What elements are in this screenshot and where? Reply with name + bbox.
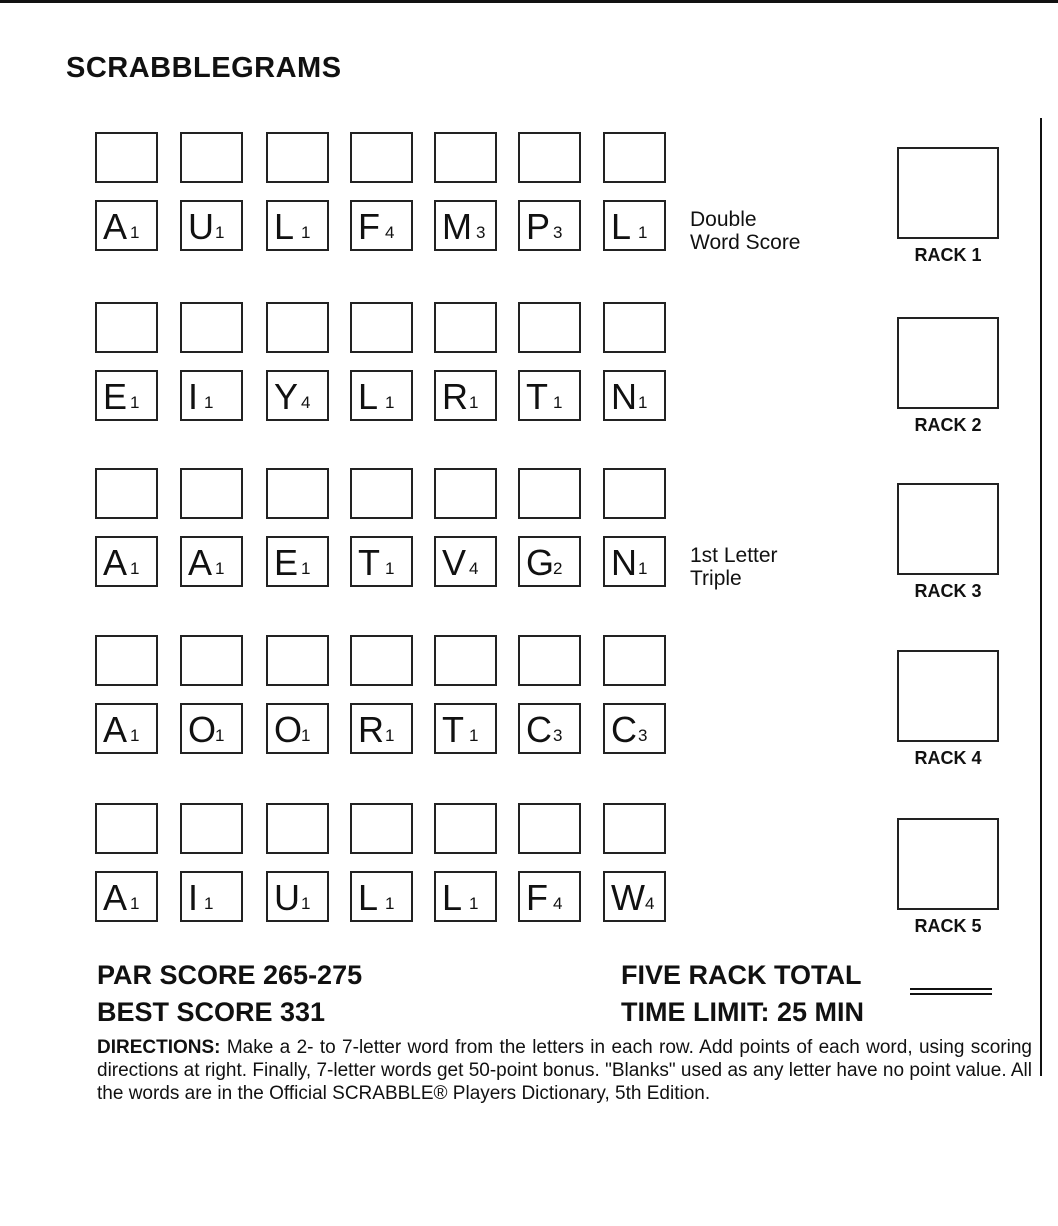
letter-tile (95, 871, 158, 922)
tile-letter: Y (274, 376, 299, 417)
letter-tile (266, 200, 329, 251)
total-answer-line[interactable] (910, 988, 992, 995)
letter-tile (434, 871, 497, 922)
answer-slot[interactable] (350, 132, 413, 183)
answer-slot[interactable] (518, 468, 581, 519)
tile-points: 1 (130, 559, 140, 578)
letter-tile (434, 703, 497, 754)
answer-slot[interactable] (603, 803, 666, 854)
answer-slot[interactable] (95, 803, 158, 854)
answer-slot[interactable] (180, 635, 243, 686)
tile-points: 4 (553, 894, 563, 913)
tile-points: 1 (469, 393, 479, 412)
tile-letter: G (526, 542, 555, 583)
tile-points: 1 (385, 894, 395, 913)
answer-slot[interactable] (266, 468, 329, 519)
letter-tile (95, 200, 158, 251)
rack-label: RACK 2 (914, 415, 982, 435)
answer-slot[interactable] (603, 635, 666, 686)
answer-slot[interactable] (603, 302, 666, 353)
answer-slot[interactable] (180, 468, 243, 519)
letter-tile (350, 200, 413, 251)
directions-text: Make a 2- to 7-letter word from the letters in each row. Add points of each word, using scoring directions at right. Finally, 7-letter words get 50-point bonus. "Blanks" used as any letter have no point value. All the words are in the Official SCRABBLE® Players Dictionary, 5th Edition. (97, 1037, 1032, 1104)
letter-tile (603, 536, 666, 587)
letter-tile (266, 703, 329, 754)
tile-letter: A (103, 206, 128, 247)
best-score: BEST SCORE 331 (97, 997, 326, 1027)
directions-label: DIRECTIONS: (97, 1037, 221, 1058)
tile-letter: U (188, 206, 214, 247)
letter-tile (350, 703, 413, 754)
tile-points: 1 (130, 393, 140, 412)
tile-points: 1 (385, 559, 395, 578)
rack-score-box[interactable] (897, 483, 999, 575)
answer-slot[interactable] (350, 635, 413, 686)
tile-letter: I (188, 376, 199, 417)
tile-letter: N (611, 542, 637, 583)
letter-tile (95, 703, 158, 754)
tile-letter: F (526, 877, 548, 918)
answer-slot[interactable] (266, 803, 329, 854)
tile-points: 1 (638, 223, 648, 242)
answer-slot[interactable] (266, 302, 329, 353)
tile-letter: R (442, 376, 468, 417)
tile-letter: A (103, 542, 128, 583)
answer-slot[interactable] (350, 803, 413, 854)
tile-points: 1 (385, 726, 395, 745)
rack-score-box[interactable] (897, 147, 999, 239)
rack-score-box[interactable] (897, 317, 999, 409)
tile-letter: L (358, 877, 379, 918)
tile-points: 4 (385, 223, 395, 242)
tile-points: 1 (130, 726, 140, 745)
tile-points: 1 (385, 393, 395, 412)
tile-letter: M (442, 206, 472, 247)
tile-points: 3 (553, 726, 563, 745)
answer-slot[interactable] (603, 132, 666, 183)
bonus-note: 1st Letter Triple (690, 544, 778, 590)
tile-letter: C (526, 709, 552, 750)
tile-points: 1 (130, 894, 140, 913)
letter-tile (518, 200, 581, 251)
tile-letter: O (274, 709, 303, 750)
letter-tile (180, 536, 243, 587)
answer-slot[interactable] (434, 132, 497, 183)
answer-slot[interactable] (518, 132, 581, 183)
tile-letter: L (358, 376, 379, 417)
letter-tile (180, 200, 243, 251)
tile-points: 1 (301, 559, 311, 578)
answer-slot[interactable] (180, 803, 243, 854)
tile-letter: U (274, 877, 300, 918)
tile-letter: C (611, 709, 637, 750)
tile-points: 3 (638, 726, 648, 745)
bonus-note: Double Word Score (690, 208, 801, 254)
rack-label: RACK 3 (914, 581, 982, 601)
letter-tile (518, 703, 581, 754)
rack-label: RACK 5 (914, 916, 982, 936)
answer-slot[interactable] (95, 132, 158, 183)
answer-slot[interactable] (95, 302, 158, 353)
tile-points: 1 (638, 393, 648, 412)
letter-tile (180, 370, 243, 421)
tile-letter: L (442, 877, 463, 918)
letter-tile (180, 703, 243, 754)
letter-tile (518, 871, 581, 922)
answer-slot[interactable] (434, 635, 497, 686)
puzzle-title: SCRABBLEGRAMS (66, 52, 342, 84)
letter-tile (350, 871, 413, 922)
tile-points: 1 (638, 559, 648, 578)
tile-letter: T (526, 376, 548, 417)
tile-points: 1 (130, 223, 140, 242)
answer-slot[interactable] (350, 468, 413, 519)
letter-tile (518, 370, 581, 421)
tile-letter: I (188, 877, 199, 918)
tile-points: 1 (553, 393, 563, 412)
letter-tile (266, 536, 329, 587)
answer-slot[interactable] (603, 468, 666, 519)
tile-points: 1 (215, 223, 225, 242)
letter-tile (434, 536, 497, 587)
tile-points: 2 (553, 559, 563, 578)
letter-tile (95, 536, 158, 587)
answer-slot[interactable] (95, 635, 158, 686)
tile-letter: L (274, 206, 295, 247)
time-limit: TIME LIMIT: 25 MIN (621, 997, 864, 1027)
tile-letter: O (188, 709, 217, 750)
par-score: PAR SCORE 265-275 (97, 960, 363, 990)
answer-slot[interactable] (266, 635, 329, 686)
directions (97, 1036, 1032, 1105)
tile-letter: L (611, 206, 632, 247)
tile-points: 1 (469, 894, 479, 913)
answer-slot[interactable] (180, 132, 243, 183)
tile-letter: R (358, 709, 384, 750)
letter-tile (603, 370, 666, 421)
answer-slot[interactable] (434, 803, 497, 854)
letter-tile (350, 370, 413, 421)
tile-points: 3 (553, 223, 563, 242)
answer-slot[interactable] (434, 468, 497, 519)
answer-slot[interactable] (266, 132, 329, 183)
tile-letter: V (442, 542, 467, 583)
tile-points: 4 (301, 393, 311, 412)
tile-letter: T (442, 709, 464, 750)
letter-tile (518, 536, 581, 587)
tile-letter: W (611, 877, 645, 918)
tile-letter: F (358, 206, 380, 247)
answer-slot[interactable] (95, 468, 158, 519)
rack-label: RACK 1 (914, 245, 982, 265)
letter-tile (266, 370, 329, 421)
top-rule (0, 0, 1058, 3)
letter-tile (434, 370, 497, 421)
tile-points: 1 (301, 726, 311, 745)
letter-tile (180, 871, 243, 922)
letter-tile (434, 200, 497, 251)
tile-letter: A (103, 709, 128, 750)
tile-points: 4 (645, 894, 655, 913)
tile-points: 1 (204, 894, 214, 913)
answer-slot[interactable] (180, 302, 243, 353)
tile-points: 3 (476, 223, 486, 242)
answer-slot[interactable] (518, 803, 581, 854)
tile-points: 1 (469, 726, 479, 745)
rack-score-box[interactable] (897, 650, 999, 742)
tile-points: 1 (301, 894, 311, 913)
letter-tile (603, 871, 666, 922)
answer-slot[interactable] (350, 302, 413, 353)
letter-tile (603, 703, 666, 754)
answer-slot[interactable] (518, 302, 581, 353)
tile-letter: N (611, 376, 637, 417)
letter-tile (350, 536, 413, 587)
rack-label: RACK 4 (914, 748, 982, 768)
tile-letter: E (274, 542, 299, 583)
answer-slot[interactable] (518, 635, 581, 686)
answer-slot[interactable] (434, 302, 497, 353)
rack-score-box[interactable] (897, 818, 999, 910)
tile-points: 1 (301, 223, 311, 242)
letter-tile (95, 370, 158, 421)
tile-letter: A (188, 542, 213, 583)
tile-points: 4 (469, 559, 479, 578)
five-rack-total: FIVE RACK TOTAL (621, 960, 862, 990)
tile-letter: T (358, 542, 380, 583)
letter-tile (266, 871, 329, 922)
tile-letter: E (103, 376, 128, 417)
tile-points: 1 (215, 726, 225, 745)
tile-points: 1 (215, 559, 225, 578)
tile-letter: P (526, 206, 551, 247)
right-rule (1040, 118, 1042, 1076)
tile-points: 1 (204, 393, 214, 412)
letter-tile (603, 200, 666, 251)
tile-letter: A (103, 877, 128, 918)
